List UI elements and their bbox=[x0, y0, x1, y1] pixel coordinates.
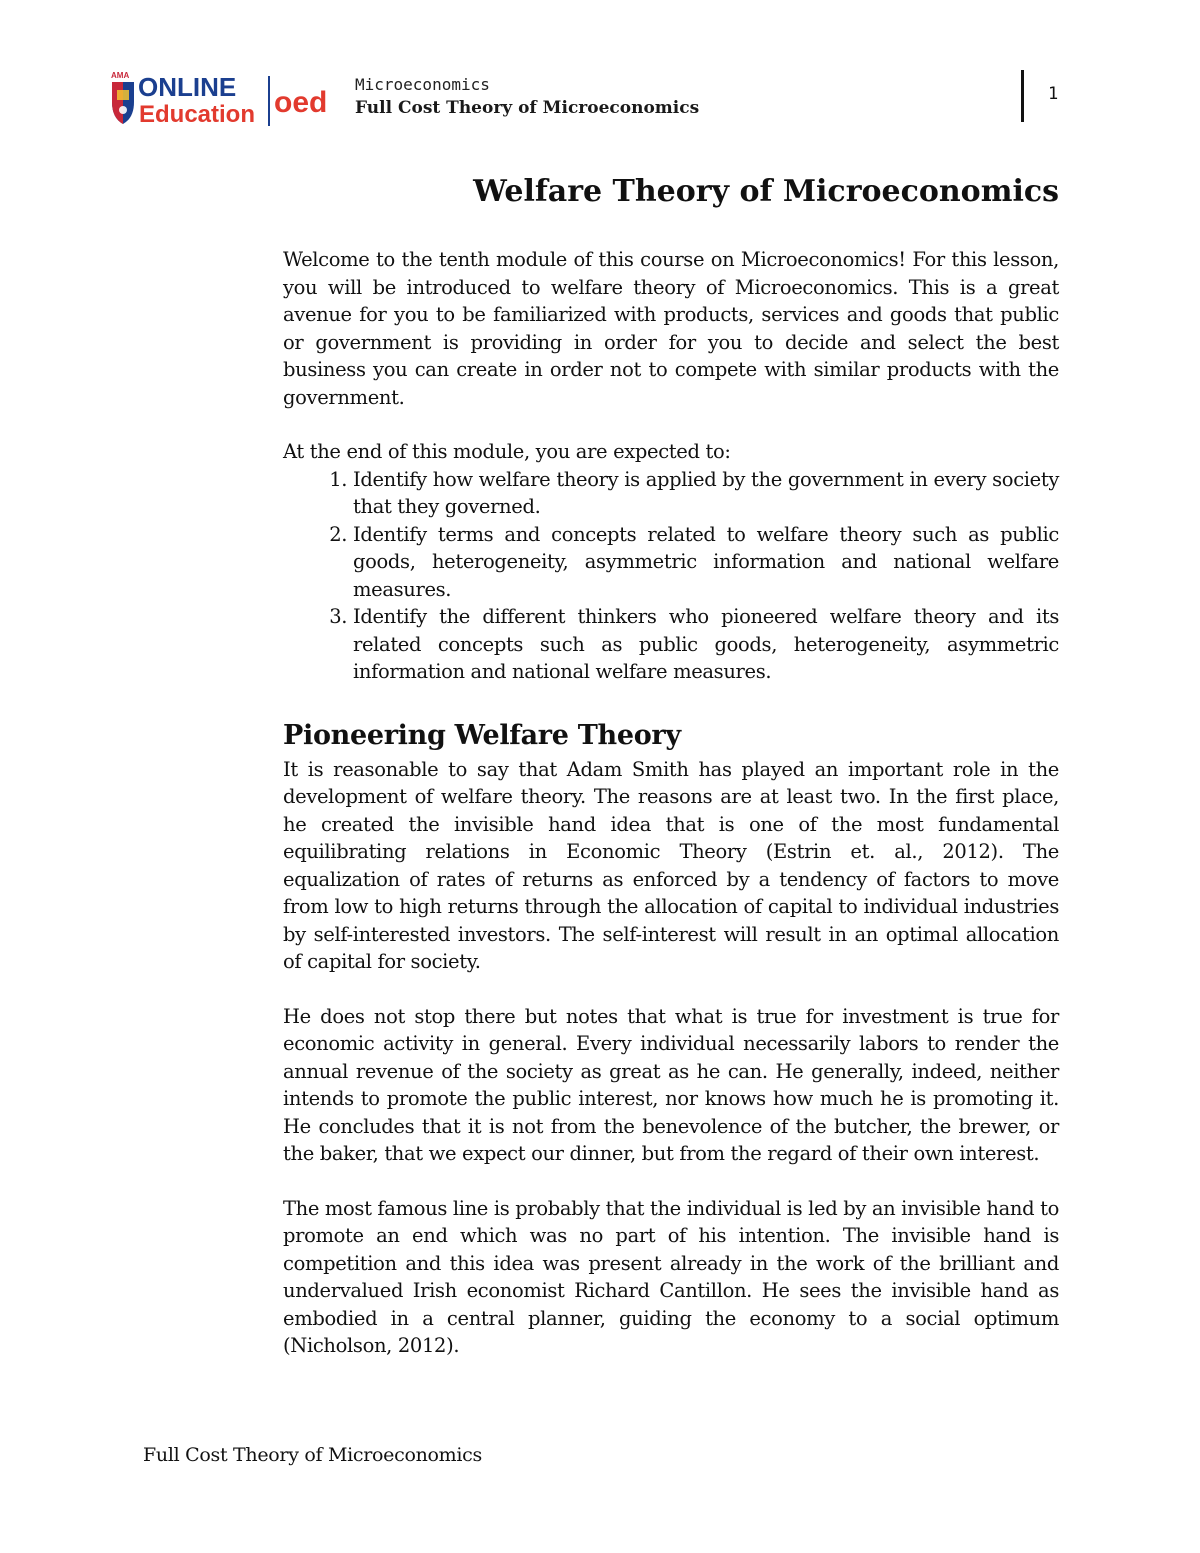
section-heading: Pioneering Welfare Theory bbox=[283, 719, 681, 751]
page-header bbox=[108, 62, 1068, 132]
header-subtitle: Full Cost Theory of Microeconomics bbox=[355, 98, 700, 118]
document-title: Welfare Theory of Microeconomics bbox=[473, 174, 1059, 209]
paragraph-spacer bbox=[283, 976, 1059, 1003]
section-paragraph: It is reasonable to say that Adam Smith has played an important role in the development of welfare theory. The reasons are at least two. In the first place, he created the invisible hand idea that is one of the most fundamental equilibrating relations in Economic Theory (Estrin et. al., 2012). The equalization of rates of returns as enforced by a tendency of factors to move from low to high returns through the allocation of capital to individual industries by self-interested investors. The self-interest will result in an optimal allocation of capital for society. bbox=[283, 757, 1059, 973]
logo-top-mark: AMA bbox=[111, 71, 130, 80]
page-number: 1 bbox=[1048, 84, 1059, 104]
paragraph-spacer bbox=[283, 411, 1059, 438]
objectives-intro: At the end of this module, you are expected to: bbox=[283, 440, 731, 463]
page-footer: Full Cost Theory of Microeconomics bbox=[143, 1444, 482, 1466]
section-paragraph: The most famous line is probably that the individual is led by an invisible hand to promote an end which was no part of his intention. The invisible hand is competition and this idea was present already in the work of the brilliant and undervalued Irish economist Richard Cantillon. He sees the invisible hand as embodied in a central planner, guiding the economy to a social optimum (Nicholson, 2012). bbox=[283, 1196, 1059, 1357]
objective-item: 3. Identify the different thinkers who pioneered welfare theory and its related concepts such as public goods, heterogeneity, asymmetric information and national welfare measures. bbox=[353, 603, 1059, 686]
paragraph-spacer bbox=[283, 1168, 1059, 1195]
objectives-list bbox=[283, 466, 1059, 686]
logo-mark: oed bbox=[274, 86, 328, 119]
section-paragraph: He does not stop there but notes that what is true for investment is true for economic activity in general. Every individual necessarily labors to render the annual revenue of the society as great as he can. He generally, indeed, neither intends to promote the public interest, nor knows how much he is promoting it. He concludes that it is not from the benevolence of the butcher, the brewer, or the baker, that we expect our dinner, but from the regard of their own interest. bbox=[283, 1004, 1059, 1165]
logo-line2: Education bbox=[139, 101, 256, 128]
document-body bbox=[283, 168, 1059, 1360]
objective-item: 1. Identify how welfare theory is applied by the government in every society that they governed. bbox=[353, 466, 1059, 521]
header-divider bbox=[1021, 70, 1024, 122]
objective-item: 2. Identify terms and concepts related to welfare theory such as public goods, heterogeneity, asymmetric information and national welfare measures. bbox=[353, 521, 1059, 604]
header-course: Microeconomics bbox=[355, 75, 490, 94]
intro-paragraph: Welcome to the tenth module of this course on Microeconomics! For this lesson, you will be introduced to welfare theory of Microeconomics. This is a great avenue for you to be familiarized with products, services and goods that public or government is providing in order for you to decide and select the best business you can create in order not to compete with similar products with the government. bbox=[283, 248, 1059, 409]
crest-icon bbox=[112, 82, 134, 124]
logo-line1: ONLINE bbox=[138, 72, 237, 102]
online-education-logo bbox=[108, 68, 340, 128]
header-text bbox=[355, 74, 699, 120]
